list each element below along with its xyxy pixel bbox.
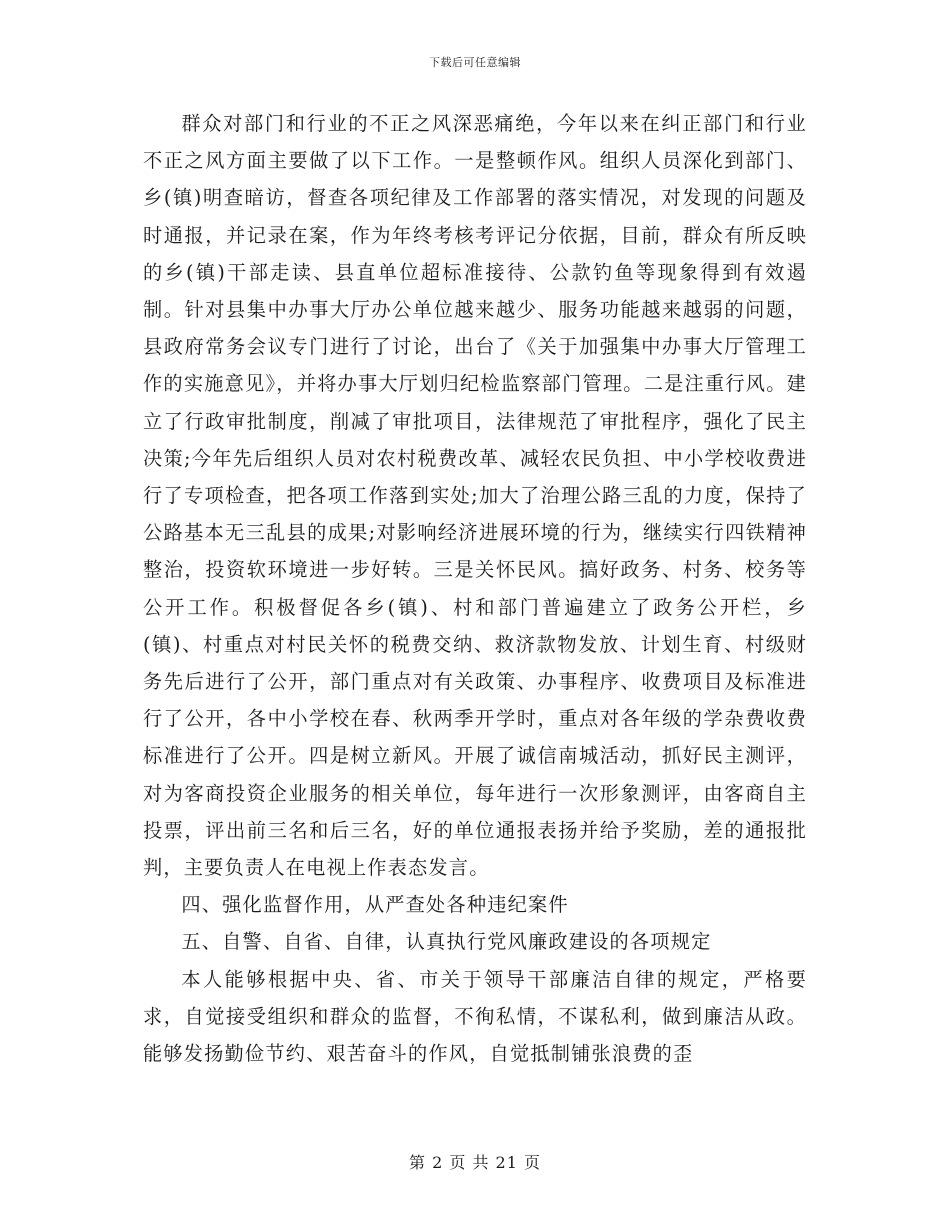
body-text (143, 105, 807, 1072)
page-number-footer: 第 2 页 共 21 页 (409, 1153, 541, 1172)
paragraph-work-summary: 群众对部门和行业的不正之风深恶痛绝，今年以来在纠正部门和行业不正之风方面主要做了以下工作。一是整顿作风。组织人员深化到部门、乡(镇)明查暗访，督查各项纪律及工作部署的落实情况，对发现的问题及时通报，并记录在案，作为年终考核考评记分依据，目前，群众有所反映的乡(镇)干部走读、县直单位超标准接待、公款钓鱼等现象得到有效遏制。针对县集中办事大厅办公单位越来越少、服务功能越来越弱的问题，县政府常务会议专门进行了讨论，出台了《关于加强集中办事大厅管理工作的实施意见》，并将办事大厅划归纪检监察部门管理。二是注重行风。建立了行政审批制度，削减了审批项目，法律规范了审批程序，强化了民主决策;今年先后组织人员对农村税费改革、减轻农民负担、中小学校收费进行了专项检查，把各项工作落到实处;加大了治理公路三乱的力度，保持了公路基本无三乱县的成果;对影响经济进展环境的行为，继续实行四铁精神整治，投资软环境进一步好转。三是关怀民风。搞好政务、村务、校务等公开工作。积极督促各乡(镇)、村和部门普遍建立了政务公开栏，乡(镇)、村重点对村民关怀的税费交纳、救济款物发放、计划生育、村级财务先后进行了公开，部门重点对有关政策、办事程序、收费项目及标准进行了公开，各中小学校在春、秋两季开学时，重点对各年级的学杂费收费标准进行了公开。四是树立新风。开展了诚信南城活动，抓好民主测评，对为客商投资企业服务的相关单位，每年进行一次形象测评，由客商自主投票，评出前三名和后三名，好的单位通报表扬并给予奖励，差的通报批判，主要负责人在电视上作表态发言。 (143, 112, 807, 880)
paragraph-self-discipline: 本人能够根据中央、省、市关于领导干部廉洁自律的规定，严格要求，自觉接受组织和群众的监督，不徇私情，不谋私利，做到廉洁从政。能够发扬勤俭节约、艰苦奋斗的作风，自觉抵制铺张浪费的歪 (143, 967, 807, 1066)
header-note: 下载后可任意编辑 (429, 56, 521, 69)
section-heading-5: 五、自警、自省、自律，认真执行党风廉政建设的各项规定 (181, 930, 712, 954)
section-heading-4: 四、强化监督作用，从严查处各种违纪案件 (181, 893, 569, 917)
